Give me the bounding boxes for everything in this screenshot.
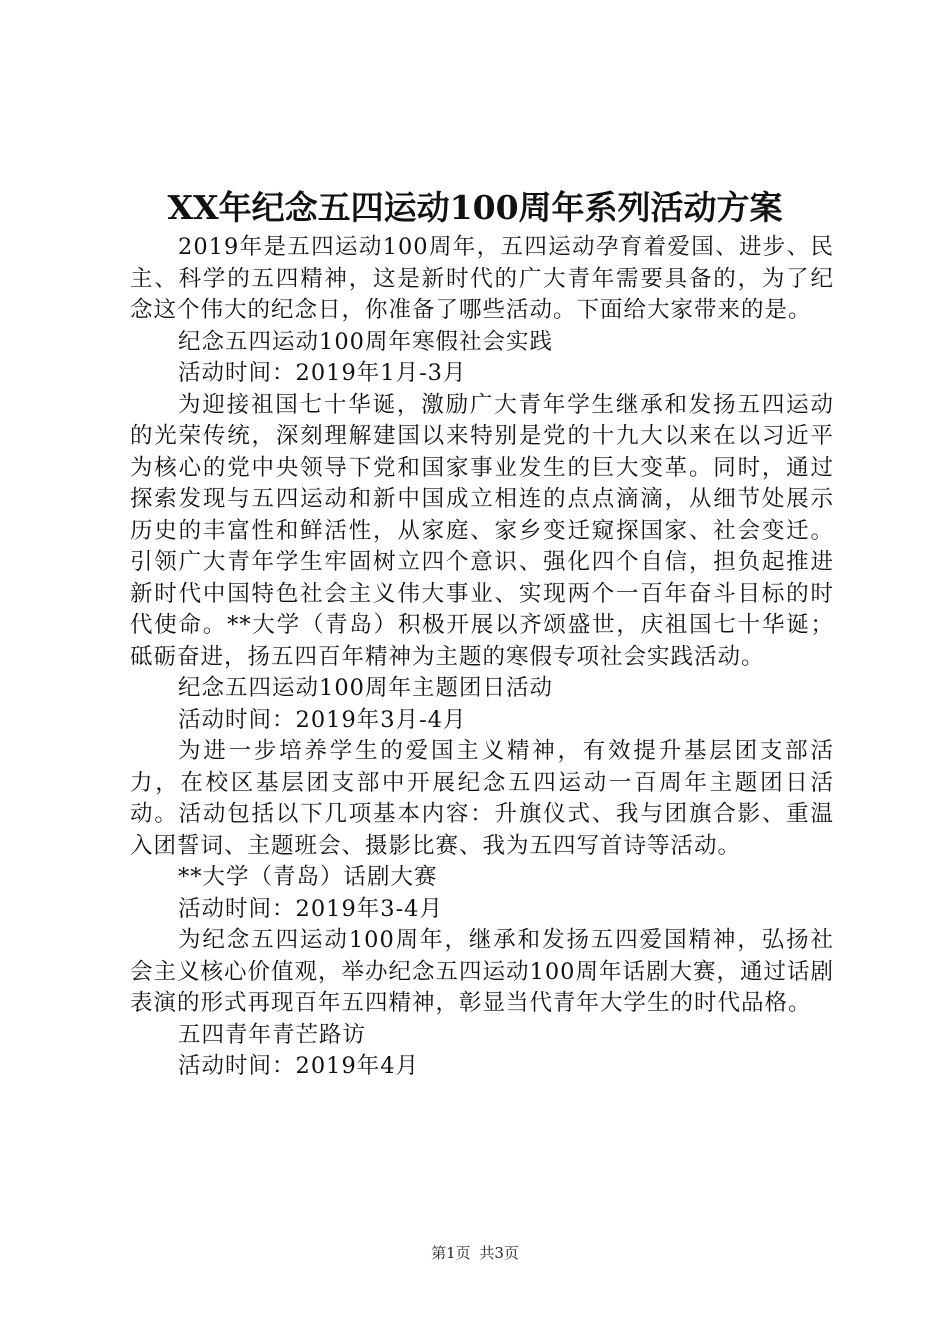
document-body: [130, 232, 834, 1083]
section-body-league-day: 为进一步培养学生的爱国主义精神，有效提升基层团支部活力，在校区基层团支部中开展纪念五四运动一百周年主题团日活动。活动包括以下几项基本内容：升旗仪式、我与团旗合影、重温入团誓词、主题班会、摄影比赛、我为五四写首诗等活动。: [130, 738, 834, 859]
section-body-winter-practice: 为迎接祖国七十华诞，激励广大青年学生继承和发扬五四运动的光荣传统，深刻理解建国以来特别是党的十九大以来在以习近平为核心的党中央领导下党和国家事业发生的巨大变革。同时，通过探索发现与五四运动和新中国成立相连的点点滴滴，从细节处展示历史的丰富性和鲜活性，从家庭、家乡变迁窥探国家、社会变迁。引领广大青年学生牢固树立四个意识、强化四个自信，担负起推进新时代中国特色社会主义伟大事业、实现两个一百年奋斗目标的时代使命。**大学（青岛）积极开展以齐颂盛世，庆祖国七十华诞；砥砺奋进，扬五四百年精神为主题的寒假专项社会实践活动。: [130, 391, 834, 670]
page-total: 共3页: [479, 1244, 519, 1262]
intro-paragraph: 2019年是五四运动100周年，五四运动孕育着爱国、进步、民主、科学的五四精神，这是新时代的广大青年需要具备的，为了纪念这个伟大的纪念日，你准备了哪些活动。下面给大家带来的是。: [130, 234, 834, 323]
document-title: XX年纪念五四运动100周年系列活动方案: [167, 188, 783, 227]
section-date-league-day: 活动时间：2019年3月-4月: [178, 706, 467, 733]
section-date-winter-practice: 活动时间：2019年1月-3月: [178, 360, 467, 386]
section-heading-winter-practice: 纪念五四运动100周年寒假社会实践: [178, 328, 553, 355]
section-date-drama-contest: 活动时间：2019年3-4月: [178, 895, 443, 922]
section-body-drama-contest: 为纪念五四运动100周年，继承和发扬五四爱国精神，弘扬社会主义核心价值观，举办纪念五四运动100周年话剧大赛，通过话剧表演的形式再现百年五四精神，彰显当代青年大学生的时代品格。: [130, 927, 834, 1016]
section-heading-street-interview: 五四青年青芒路访: [178, 1021, 367, 1048]
page-footer: [0, 1243, 950, 1263]
section-heading-league-day: 纪念五四运动100周年主题团日活动: [178, 675, 553, 701]
page-number: 第1页: [431, 1244, 471, 1262]
section-heading-drama-contest: **大学（青岛）话剧大赛: [178, 864, 438, 890]
section-date-street-interview: 活动时间：2019年4月: [178, 1053, 420, 1079]
